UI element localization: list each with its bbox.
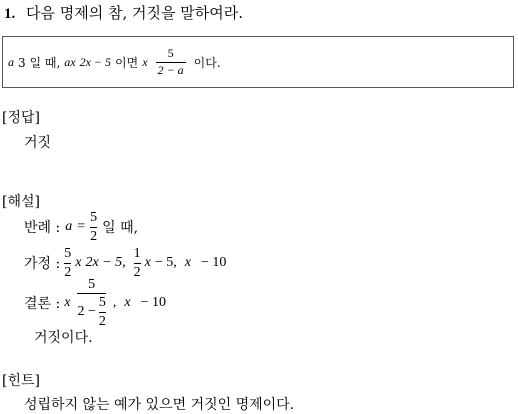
hint-text: 성립하지 않는 예가 있으면 거짓인 명제이다.: [24, 397, 295, 413]
assume-f1-den: 2: [64, 264, 72, 280]
counter-a: a: [65, 219, 73, 234]
question-number: 1.: [4, 6, 16, 22]
counter-tail: 일 때,: [102, 220, 139, 236]
statement-line: [8, 45, 221, 79]
counter-fraction: [90, 210, 97, 244]
stmt-fraction: [156, 47, 186, 76]
concl-den-den: 2: [98, 313, 106, 329]
concl-end: − 10: [140, 295, 166, 310]
stmt-ax: ax: [64, 54, 76, 69]
concl-fraction: [77, 277, 105, 329]
answer-value: 거짓: [24, 135, 52, 151]
counter-eq: =: [77, 219, 86, 234]
question-line: [4, 2, 243, 23]
concl-x2: x: [124, 295, 131, 310]
stmt-frac-den: 2 − a: [157, 62, 184, 77]
stmt-a: a: [8, 54, 14, 69]
counter-num: 5: [90, 210, 98, 226]
assume-end: − 10: [200, 255, 227, 270]
hint-label: [힌트]: [2, 373, 40, 389]
solution-label: [해설]: [2, 194, 40, 210]
assume-mid: 2x − 5,: [85, 255, 126, 270]
counterexample-line: [24, 207, 138, 247]
stmt-cond: 3 일 때,: [18, 55, 61, 70]
concl-den: [77, 295, 105, 329]
assume-mid2: − 5,: [154, 255, 177, 270]
stmt-ifthen: 이면: [115, 55, 139, 70]
counter-den: 2: [90, 228, 98, 244]
assume-x2: x: [144, 255, 151, 270]
concl-inner-fraction: [99, 295, 106, 329]
counter-label: 반례 :: [24, 220, 61, 236]
conclusion-text: 거짓이다.: [34, 330, 93, 346]
assume-label: 가정 :: [24, 256, 61, 272]
assume-f2-num: 1: [133, 246, 141, 262]
stmt-frac-num: 5: [167, 46, 174, 61]
stmt-expr: 2x − 5: [79, 54, 112, 69]
concl-num: 5: [88, 276, 96, 292]
concl-den-a: 2 −: [77, 304, 96, 320]
concl-label: 결론 :: [24, 296, 61, 312]
stmt-x: x: [142, 54, 148, 69]
assume-f1-num: 5: [64, 246, 72, 262]
concl-den-num: 5: [98, 295, 106, 311]
stmt-end: 이다.: [193, 55, 221, 70]
concl-comma: ,: [112, 295, 117, 310]
answer-label: [정답]: [2, 110, 40, 126]
assume-f2-den: 2: [133, 264, 141, 280]
assume-x3: x: [184, 255, 191, 270]
concl-x: x: [64, 295, 71, 310]
question-text: 다음 명제의 참, 거짓을 말하여라.: [26, 4, 244, 22]
conclusion-line: [24, 274, 166, 332]
assume-x1: x: [75, 255, 82, 270]
